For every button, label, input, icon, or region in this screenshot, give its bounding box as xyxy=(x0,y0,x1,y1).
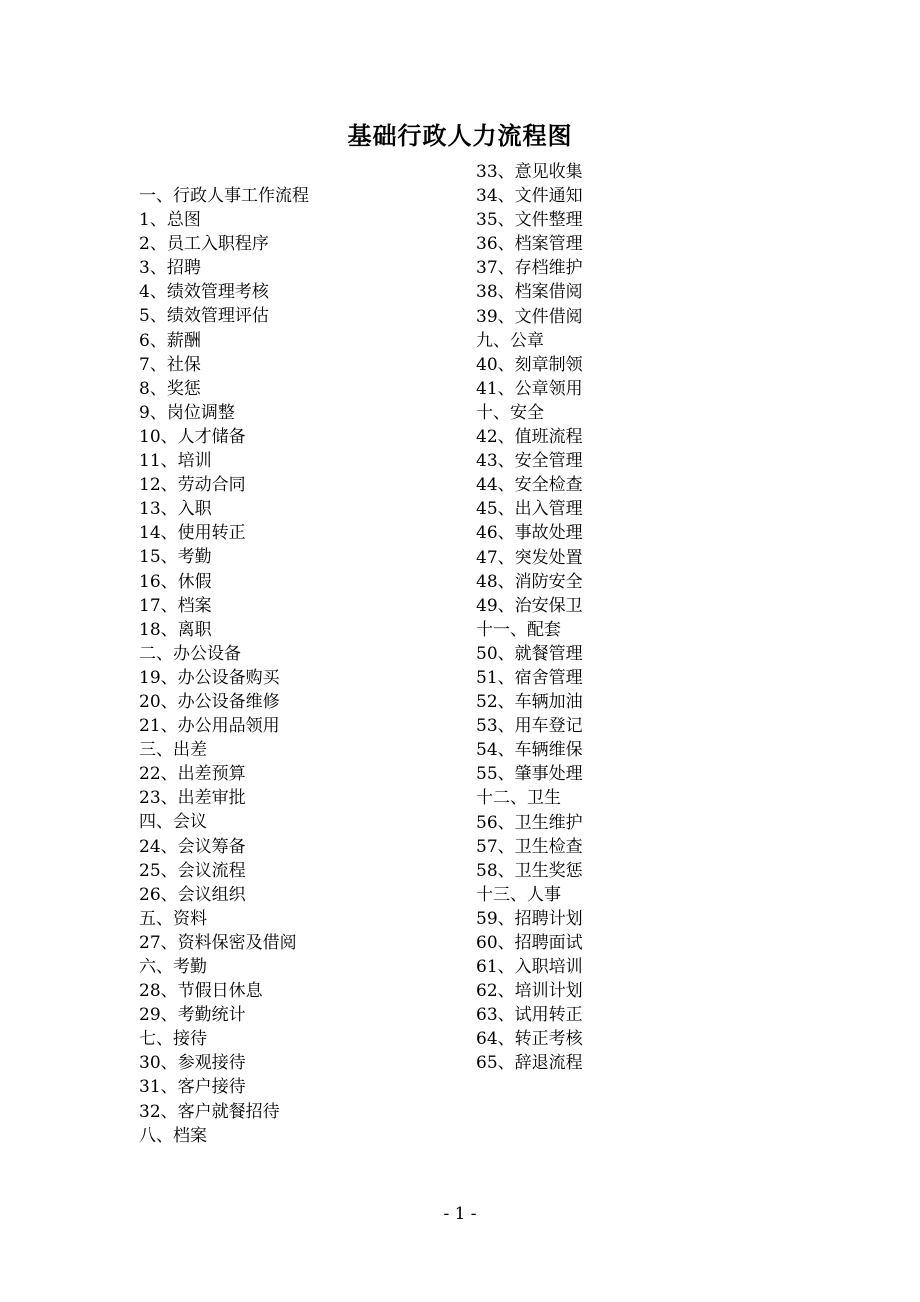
right-column-item: 52、车辆加油 xyxy=(476,692,583,713)
right-column-item: 62、培训计划 xyxy=(476,981,583,1002)
left-column-item: 17、档案 xyxy=(139,595,212,616)
right-column-item: 35、文件整理 xyxy=(476,210,583,231)
right-column-item: 43、安全管理 xyxy=(476,451,583,472)
right-column-item: 九、公章 xyxy=(476,330,544,351)
left-column-item: 4、绩效管理考核 xyxy=(139,282,269,303)
right-column-list xyxy=(476,160,583,1076)
right-column-item: 38、档案借阅 xyxy=(476,282,583,303)
left-column-item: 30、参观接待 xyxy=(139,1053,246,1074)
right-column-item: 59、招聘计划 xyxy=(476,908,583,929)
left-column-item: 18、离职 xyxy=(139,619,212,640)
right-column-item: 36、档案管理 xyxy=(476,234,583,255)
left-column-item: 11、培训 xyxy=(139,451,212,472)
right-column-item: 50、就餐管理 xyxy=(476,643,583,664)
right-column-item: 56、卫生维护 xyxy=(476,812,583,833)
page-number: - 1 - xyxy=(443,1204,477,1224)
left-column-item: 24、会议筹备 xyxy=(139,836,246,857)
page-title: 基础行政人力流程图 xyxy=(347,121,573,150)
left-column-item: 八、档案 xyxy=(139,1125,207,1146)
left-column-item: 21、办公用品领用 xyxy=(139,716,280,737)
left-column-item: 19、办公设备购买 xyxy=(139,667,280,688)
right-column-item: 40、刻章制领 xyxy=(476,354,583,375)
right-column-item: 41、公章领用 xyxy=(476,378,583,399)
left-column-item: 五、资料 xyxy=(139,908,207,929)
left-column-item: 六、考勤 xyxy=(139,957,207,977)
left-column-item: 5、绩效管理评估 xyxy=(139,306,269,327)
left-column-item: 七、接待 xyxy=(139,1029,207,1050)
left-column-item: 28、节假日休息 xyxy=(139,981,263,1002)
right-column-item: 61、入职培训 xyxy=(476,957,583,978)
left-column-item: 6、薪酬 xyxy=(139,330,201,351)
right-column-item: 53、用车登记 xyxy=(476,716,583,737)
left-column-item: 20、办公设备维修 xyxy=(139,691,280,712)
right-column-item: 44、安全检查 xyxy=(476,475,583,496)
left-column-item: 29、考勤统计 xyxy=(139,1005,246,1026)
right-column-item: 42、值班流程 xyxy=(476,427,583,448)
left-column-item: 一、行政人事工作流程 xyxy=(139,186,309,206)
left-column-item: 22、出差预算 xyxy=(139,764,246,785)
left-column-item: 27、资料保密及借阅 xyxy=(139,932,297,953)
left-column-item: 8、奖惩 xyxy=(139,378,201,399)
left-column-item: 9、岗位调整 xyxy=(139,402,235,423)
right-column-item: 34、文件通知 xyxy=(476,186,583,207)
right-column-item: 54、车辆维保 xyxy=(476,740,583,761)
left-column-item: 25、会议流程 xyxy=(139,860,246,881)
left-column-item: 3、招聘 xyxy=(139,258,201,279)
right-column-item: 60、招聘面试 xyxy=(476,933,583,953)
right-column-item: 65、辞退流程 xyxy=(476,1053,583,1074)
right-column-item: 55、肇事处理 xyxy=(476,764,583,785)
left-column-item: 14、使用转正 xyxy=(139,523,246,544)
left-column-item: 32、客户就餐招待 xyxy=(139,1101,280,1122)
left-column-item: 7、社保 xyxy=(139,354,201,375)
left-column-item: 三、出差 xyxy=(139,740,207,761)
left-column-item: 12、劳动合同 xyxy=(139,475,246,496)
left-column-item: 13、入职 xyxy=(139,499,212,520)
right-column-item: 37、存档维护 xyxy=(476,258,583,279)
right-column-item: 63、试用转正 xyxy=(476,1005,583,1026)
right-column-item: 49、治安保卫 xyxy=(476,595,583,616)
right-column-item: 十二、卫生 xyxy=(476,788,561,809)
right-column-item: 46、事故处理 xyxy=(476,523,583,544)
left-column-item: 1、总图 xyxy=(139,210,201,231)
left-column-item: 2、员工入职程序 xyxy=(139,234,269,255)
right-column-item: 57、卫生检查 xyxy=(476,836,583,857)
right-column-item: 47、突发处置 xyxy=(476,547,583,568)
right-column-item: 45、出入管理 xyxy=(476,499,583,520)
right-column-item: 64、转正考核 xyxy=(476,1029,583,1050)
right-column-item: 十、安全 xyxy=(476,402,544,423)
left-column-item: 26、会议组织 xyxy=(139,884,246,905)
right-column-item: 51、宿舍管理 xyxy=(476,667,583,688)
left-column-item: 15、考勤 xyxy=(139,547,212,568)
left-column-item: 二、办公设备 xyxy=(139,643,241,664)
right-column-item: 39、文件借阅 xyxy=(476,306,583,327)
right-column-item: 58、卫生奖惩 xyxy=(476,860,583,881)
left-column-item: 四、会议 xyxy=(139,812,207,833)
right-column-item: 48、消防安全 xyxy=(476,571,583,592)
right-column-item: 十三、人事 xyxy=(476,884,561,905)
left-column-item: 23、出差审批 xyxy=(139,788,246,809)
right-column-item: 十一、配套 xyxy=(476,619,561,640)
left-column-item: 16、休假 xyxy=(139,571,212,592)
right-column-item: 33、意见收集 xyxy=(476,162,583,182)
left-column-item: 31、客户接待 xyxy=(139,1077,246,1098)
left-column-list xyxy=(139,184,309,1148)
left-column-item: 10、人才储备 xyxy=(139,426,246,447)
